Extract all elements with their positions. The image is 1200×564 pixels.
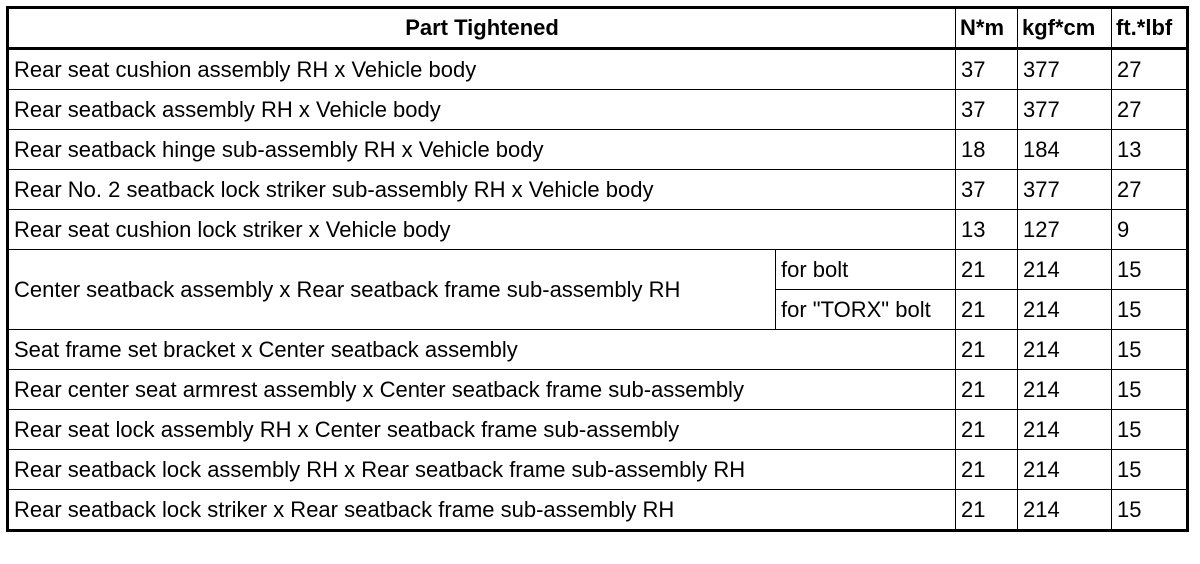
kgfcm-cell: 214 <box>1018 370 1112 410</box>
ftlbf-cell: 15 <box>1112 330 1188 370</box>
header-nm: N*m <box>956 8 1018 49</box>
ftlbf-cell: 27 <box>1112 170 1188 210</box>
nm-cell: 21 <box>956 250 1018 290</box>
table-row <box>8 210 1188 250</box>
ftlbf-cell: 15 <box>1112 410 1188 450</box>
table-row-split <box>8 250 1188 290</box>
part-cell: Rear seat cushion lock striker x Vehicle body <box>8 210 956 250</box>
table-row <box>8 370 1188 410</box>
ftlbf-cell: 13 <box>1112 130 1188 170</box>
part-cell: Rear No. 2 seatback lock striker sub-assembly RH x Vehicle body <box>8 170 956 210</box>
nm-cell: 21 <box>956 490 1018 531</box>
kgfcm-cell: 377 <box>1018 49 1112 90</box>
nm-cell: 21 <box>956 450 1018 490</box>
torque-spec-table <box>6 6 1189 532</box>
header-kgfcm: kgf*cm <box>1018 8 1112 49</box>
kgfcm-cell: 214 <box>1018 490 1112 531</box>
part-cell: Rear seat cushion assembly RH x Vehicle body <box>8 49 956 90</box>
nm-cell: 18 <box>956 130 1018 170</box>
kgfcm-cell: 214 <box>1018 250 1112 290</box>
ftlbf-cell: 15 <box>1112 250 1188 290</box>
header-part-tightened: Part Tightened <box>8 8 956 49</box>
ftlbf-cell: 15 <box>1112 370 1188 410</box>
kgfcm-cell: 377 <box>1018 90 1112 130</box>
ftlbf-cell: 15 <box>1112 490 1188 531</box>
table-row <box>8 49 1188 90</box>
table-row <box>8 90 1188 130</box>
ftlbf-cell: 9 <box>1112 210 1188 250</box>
kgfcm-cell: 214 <box>1018 410 1112 450</box>
nm-cell: 37 <box>956 90 1018 130</box>
part-cell: Rear seatback hinge sub-assembly RH x Vehicle body <box>8 130 956 170</box>
part-cell: Rear seatback lock assembly RH x Rear seatback frame sub-assembly RH <box>8 450 956 490</box>
table-row <box>8 130 1188 170</box>
part-cell: Rear seat lock assembly RH x Center seatback frame sub-assembly <box>8 410 956 450</box>
ftlbf-cell: 15 <box>1112 450 1188 490</box>
part-cell: Rear seatback lock striker x Rear seatback frame sub-assembly RH <box>8 490 956 531</box>
ftlbf-cell: 15 <box>1112 290 1188 330</box>
table-row <box>8 450 1188 490</box>
kgfcm-cell: 214 <box>1018 450 1112 490</box>
sub-condition-cell: for "TORX" bolt <box>776 290 956 330</box>
nm-cell: 21 <box>956 370 1018 410</box>
kgfcm-cell: 214 <box>1018 330 1112 370</box>
kgfcm-cell: 377 <box>1018 170 1112 210</box>
ftlbf-cell: 27 <box>1112 90 1188 130</box>
nm-cell: 21 <box>956 290 1018 330</box>
nm-cell: 21 <box>956 330 1018 370</box>
kgfcm-cell: 214 <box>1018 290 1112 330</box>
part-cell: Rear center seat armrest assembly x Center seatback frame sub-assembly <box>8 370 956 410</box>
nm-cell: 13 <box>956 210 1018 250</box>
table-row <box>8 170 1188 210</box>
kgfcm-cell: 184 <box>1018 130 1112 170</box>
nm-cell: 37 <box>956 49 1018 90</box>
table-row <box>8 330 1188 370</box>
nm-cell: 21 <box>956 410 1018 450</box>
part-cell: Seat frame set bracket x Center seatback assembly <box>8 330 956 370</box>
header-row <box>8 8 1188 49</box>
part-cell: Rear seatback assembly RH x Vehicle body <box>8 90 956 130</box>
header-ftlbf: ft.*lbf <box>1112 8 1188 49</box>
nm-cell: 37 <box>956 170 1018 210</box>
kgfcm-cell: 127 <box>1018 210 1112 250</box>
part-cell: Center seatback assembly x Rear seatback frame sub-assembly RH <box>8 250 776 330</box>
sub-condition-cell: for bolt <box>776 250 956 290</box>
ftlbf-cell: 27 <box>1112 49 1188 90</box>
table-row <box>8 410 1188 450</box>
table-row <box>8 490 1188 531</box>
